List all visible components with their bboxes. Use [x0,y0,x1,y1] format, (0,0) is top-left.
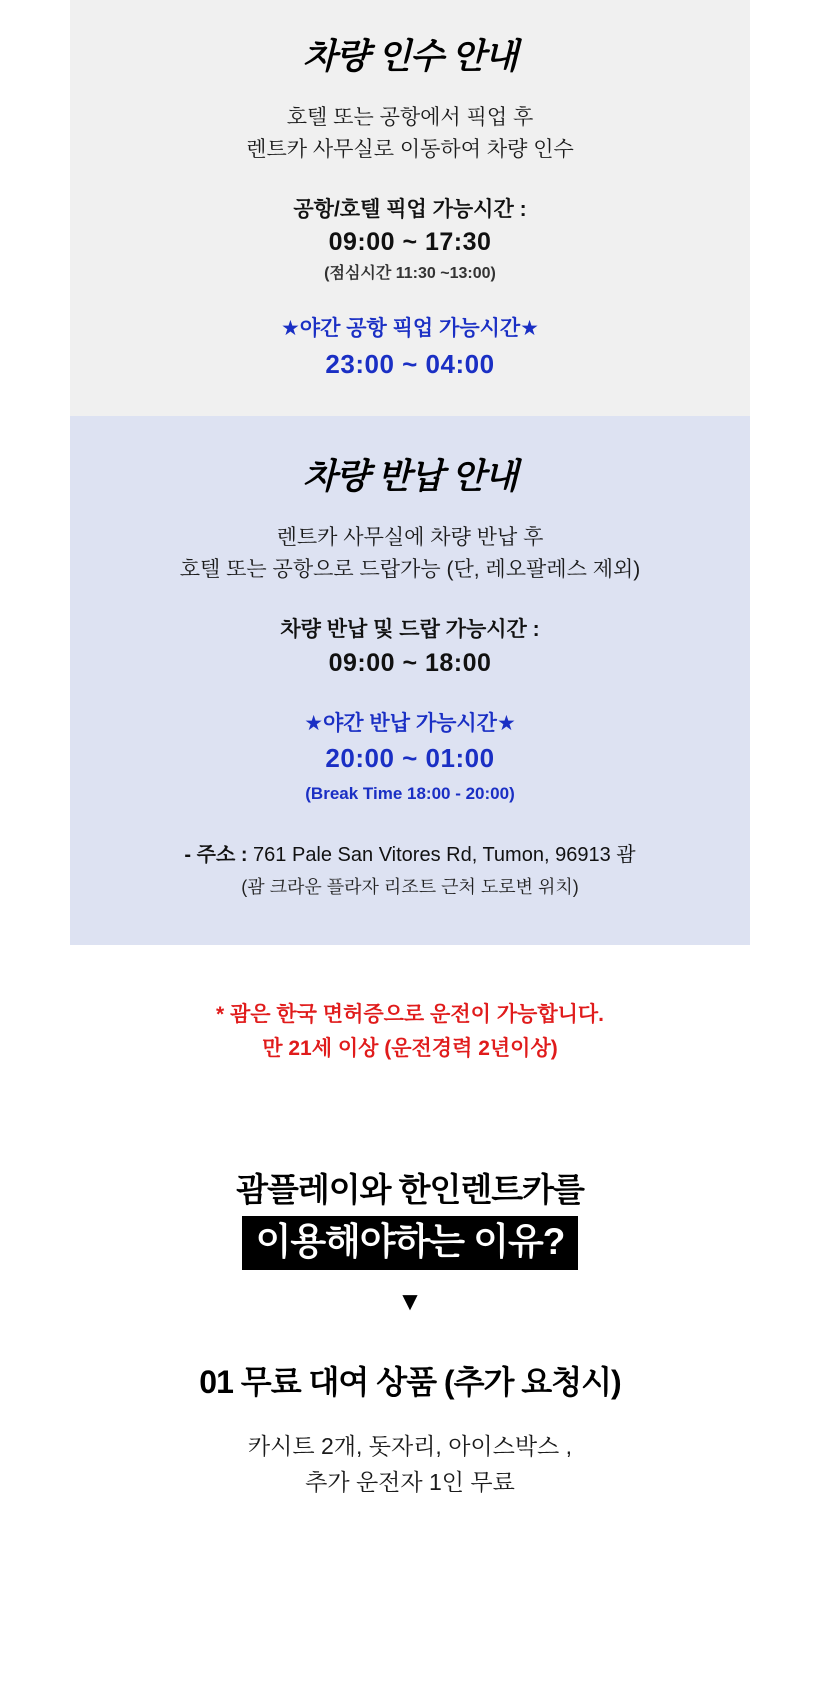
return-lead-line-2: 호텔 또는 공항으로 드랍가능 (단, 레오팔레스 제외) [179,557,641,581]
return-night-block [100,709,720,807]
return-address-block [100,841,720,901]
pickup-lead-line-1: 호텔 또는 공항에서 픽업 후 [286,106,534,129]
item-01-body-line-2: 추가 운전자 1인 무료 [305,1468,515,1495]
pickup-section [70,0,750,416]
return-address-label: - 주소 : [184,843,254,866]
pickup-hours-block [100,195,720,286]
return-address-row [100,841,720,870]
return-night-label: ★야간 반납 가능시간★ [304,711,516,735]
pickup-night-value: 23:00 ~ 04:00 [325,348,495,379]
pickup-lead-line-2: 렌트카 사무실로 이동하여 차량 인수 [246,137,574,161]
reason-line-1: 괌플레이와 한인렌트카를 [236,1170,584,1208]
reason-headline [0,1169,820,1314]
return-hours-value: 09:00 ~ 18:00 [328,648,492,677]
license-notice [70,999,750,1065]
pickup-night-block [100,314,720,382]
chevron-down-icon: ▼ [397,1285,423,1316]
pickup-night-label: ★야간 공항 픽업 가능시간★ [280,317,539,341]
pickup-hours-value: 09:00 ~ 17:30 [328,228,492,257]
return-lead-line-1: 렌트카 사무실에 차량 반납 후 [276,526,544,550]
license-line-2: 만 21세 이상 (운전경력 2년이상) [262,1037,558,1061]
return-hours-label: 차량 반납 및 드랍 가능시간 : [280,618,540,642]
return-section [70,416,750,945]
return-address-value: 761 Pale San Vitores Rd, Tumon, 96913 괌 [253,843,636,866]
item-01-body-line-1: 카시트 2개, 돗자리, 아이스박스 , [247,1433,573,1460]
reason-line-2: 이용해야하는 이유? [242,1216,579,1269]
return-address-sub: (괌 크라운 플라자 리조트 근처 도로변 위치) [241,876,579,897]
pickup-hours-label: 공항/호텔 픽업 가능시간 : [293,198,527,221]
item-01 [0,1362,820,1501]
license-line-1: * 괌은 한국 면허증으로 운전이 가능합니다. [215,1002,605,1026]
return-night-value: 20:00 ~ 01:00 [325,743,495,774]
return-lead [100,522,720,585]
pickup-hours-note: (점심시간 11:30 ~13:00) [324,265,496,283]
pickup-lead [100,102,720,165]
return-night-note: (Break Time 18:00 - 20:00) [305,784,515,804]
return-title: 차량 반납 안내 [302,457,518,497]
item-01-body [0,1429,820,1500]
pickup-title: 차량 인수 안내 [302,37,518,76]
item-01-title: 01 무료 대여 상품 (추가 요청시) [199,1363,621,1400]
return-hours-block [100,615,720,680]
